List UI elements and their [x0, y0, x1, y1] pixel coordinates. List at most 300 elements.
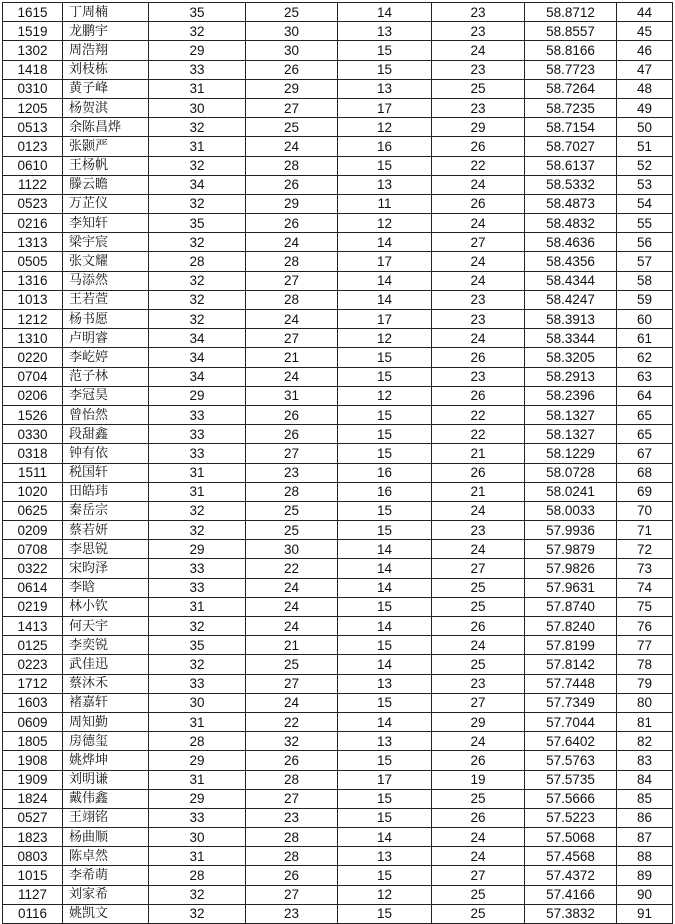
- score-3-cell: 15: [338, 866, 432, 885]
- student-id-cell: 1015: [3, 866, 63, 885]
- score-1-cell: 29: [149, 789, 246, 808]
- rank-cell: 53: [617, 175, 673, 194]
- rank-cell: 69: [617, 482, 673, 501]
- score-4-cell: 23: [432, 3, 525, 22]
- rank-cell: 84: [617, 770, 673, 789]
- rank-cell: 46: [617, 41, 673, 60]
- student-id-cell: 1823: [3, 828, 63, 847]
- table-row: [3, 712, 673, 731]
- score-4-cell: 25: [432, 578, 525, 597]
- score-4-cell: 25: [432, 904, 525, 923]
- student-name-cell: 何天宇: [63, 617, 149, 636]
- total-score-cell: 58.1229: [525, 444, 617, 463]
- score-4-cell: 26: [432, 386, 525, 405]
- score-4-cell: 29: [432, 118, 525, 137]
- score-4-cell: 26: [432, 194, 525, 213]
- table-row: [3, 617, 673, 636]
- rank-cell: 77: [617, 636, 673, 655]
- table-row: [3, 79, 673, 98]
- total-score-cell: 57.9936: [525, 521, 617, 540]
- score-3-cell: 15: [338, 41, 432, 60]
- score-3-cell: 15: [338, 521, 432, 540]
- score-4-cell: 23: [432, 98, 525, 117]
- score-1-cell: 32: [149, 885, 246, 904]
- score-3-cell: 15: [338, 904, 432, 923]
- student-name-cell: 田皓玮: [63, 482, 149, 501]
- score-1-cell: 33: [149, 559, 246, 578]
- student-name-cell: 蔡沐禾: [63, 674, 149, 693]
- total-score-cell: 58.8712: [525, 3, 617, 22]
- score-2-cell: 28: [246, 252, 338, 271]
- table-row: [3, 425, 673, 444]
- score-2-cell: 21: [246, 348, 338, 367]
- total-score-cell: 58.3344: [525, 329, 617, 348]
- student-name-cell: 万芷仪: [63, 194, 149, 213]
- score-1-cell: 32: [149, 521, 246, 540]
- score-4-cell: 27: [432, 559, 525, 578]
- score-3-cell: 15: [338, 348, 432, 367]
- table-row: [3, 540, 673, 559]
- score-4-cell: 24: [432, 329, 525, 348]
- student-name-cell: 黄子峰: [63, 79, 149, 98]
- table-row: [3, 808, 673, 827]
- score-3-cell: 13: [338, 175, 432, 194]
- score-3-cell: 12: [338, 885, 432, 904]
- score-2-cell: 24: [246, 310, 338, 329]
- score-2-cell: 22: [246, 712, 338, 731]
- total-score-cell: 57.7448: [525, 674, 617, 693]
- score-1-cell: 29: [149, 41, 246, 60]
- rank-cell: 59: [617, 290, 673, 309]
- student-id-cell: 1413: [3, 617, 63, 636]
- rank-cell: 65: [617, 425, 673, 444]
- student-name-cell: 刘枝栋: [63, 60, 149, 79]
- score-3-cell: 15: [338, 156, 432, 175]
- score-4-cell: 24: [432, 732, 525, 751]
- student-name-cell: 陈卓然: [63, 847, 149, 866]
- score-2-cell: 25: [246, 3, 338, 22]
- score-4-cell: 25: [432, 789, 525, 808]
- table-row: [3, 501, 673, 520]
- student-name-cell: 姚烨坤: [63, 751, 149, 770]
- table-row: [3, 252, 673, 271]
- score-1-cell: 32: [149, 655, 246, 674]
- table-row: [3, 98, 673, 117]
- student-id-cell: 1909: [3, 770, 63, 789]
- rank-cell: 47: [617, 60, 673, 79]
- student-name-cell: 杨贺淇: [63, 98, 149, 117]
- score-3-cell: 12: [338, 329, 432, 348]
- score-1-cell: 32: [149, 118, 246, 137]
- table-row: [3, 3, 673, 22]
- student-name-cell: 周知勤: [63, 712, 149, 731]
- score-1-cell: 31: [149, 770, 246, 789]
- table-row: [3, 386, 673, 405]
- score-1-cell: 31: [149, 597, 246, 616]
- score-4-cell: 26: [432, 751, 525, 770]
- score-3-cell: 15: [338, 636, 432, 655]
- score-1-cell: 33: [149, 808, 246, 827]
- rank-cell: 72: [617, 540, 673, 559]
- score-3-cell: 17: [338, 310, 432, 329]
- student-id-cell: 0216: [3, 214, 63, 233]
- score-4-cell: 23: [432, 60, 525, 79]
- score-2-cell: 26: [246, 866, 338, 885]
- score-2-cell: 28: [246, 156, 338, 175]
- student-name-cell: 张文耀: [63, 252, 149, 271]
- rank-cell: 79: [617, 674, 673, 693]
- score-2-cell: 21: [246, 636, 338, 655]
- rank-cell: 76: [617, 617, 673, 636]
- score-2-cell: 26: [246, 405, 338, 424]
- score-2-cell: 27: [246, 271, 338, 290]
- total-score-cell: 58.7235: [525, 98, 617, 117]
- table-row: [3, 194, 673, 213]
- total-score-cell: 57.7044: [525, 712, 617, 731]
- score-3-cell: 15: [338, 693, 432, 712]
- score-1-cell: 34: [149, 367, 246, 386]
- total-score-cell: 58.7723: [525, 60, 617, 79]
- score-4-cell: 22: [432, 156, 525, 175]
- total-score-cell: 57.8740: [525, 597, 617, 616]
- total-score-cell: 57.5223: [525, 808, 617, 827]
- student-id-cell: 1316: [3, 271, 63, 290]
- score-1-cell: 31: [149, 482, 246, 501]
- score-3-cell: 14: [338, 712, 432, 731]
- total-score-cell: 57.3832: [525, 904, 617, 923]
- score-1-cell: 30: [149, 98, 246, 117]
- rank-cell: 88: [617, 847, 673, 866]
- student-id-cell: 0209: [3, 521, 63, 540]
- table-row: [3, 137, 673, 156]
- table-row: [3, 578, 673, 597]
- rank-cell: 91: [617, 904, 673, 923]
- score-3-cell: 15: [338, 501, 432, 520]
- rank-cell: 73: [617, 559, 673, 578]
- score-4-cell: 24: [432, 501, 525, 520]
- rank-cell: 60: [617, 310, 673, 329]
- score-4-cell: 26: [432, 137, 525, 156]
- student-id-cell: 0206: [3, 386, 63, 405]
- table-row: [3, 559, 673, 578]
- score-4-cell: 25: [432, 885, 525, 904]
- score-2-cell: 28: [246, 770, 338, 789]
- score-3-cell: 16: [338, 482, 432, 501]
- rank-cell: 61: [617, 329, 673, 348]
- student-id-cell: 0625: [3, 501, 63, 520]
- rank-cell: 68: [617, 463, 673, 482]
- total-score-cell: 58.8557: [525, 22, 617, 41]
- total-score-cell: 58.7264: [525, 79, 617, 98]
- score-2-cell: 26: [246, 214, 338, 233]
- total-score-cell: 57.9826: [525, 559, 617, 578]
- student-name-cell: 滕云瞻: [63, 175, 149, 194]
- student-name-cell: 李奕锐: [63, 636, 149, 655]
- score-3-cell: 15: [338, 60, 432, 79]
- student-name-cell: 钟有依: [63, 444, 149, 463]
- student-id-cell: 1313: [3, 233, 63, 252]
- score-3-cell: 14: [338, 3, 432, 22]
- score-4-cell: 24: [432, 175, 525, 194]
- total-score-cell: 57.4166: [525, 885, 617, 904]
- total-score-cell: 57.7349: [525, 693, 617, 712]
- score-2-cell: 24: [246, 233, 338, 252]
- rank-cell: 57: [617, 252, 673, 271]
- table-row: [3, 41, 673, 60]
- student-name-cell: 褚嘉轩: [63, 693, 149, 712]
- score-2-cell: 25: [246, 118, 338, 137]
- student-id-cell: 0318: [3, 444, 63, 463]
- table-row: [3, 367, 673, 386]
- table-row: [3, 636, 673, 655]
- score-1-cell: 31: [149, 712, 246, 731]
- score-1-cell: 33: [149, 425, 246, 444]
- student-id-cell: 0708: [3, 540, 63, 559]
- score-2-cell: 24: [246, 578, 338, 597]
- score-1-cell: 32: [149, 501, 246, 520]
- rank-cell: 52: [617, 156, 673, 175]
- score-2-cell: 29: [246, 194, 338, 213]
- rank-cell: 56: [617, 233, 673, 252]
- score-3-cell: 15: [338, 444, 432, 463]
- score-2-cell: 24: [246, 597, 338, 616]
- score-2-cell: 27: [246, 98, 338, 117]
- student-id-cell: 0505: [3, 252, 63, 271]
- table-row: [3, 60, 673, 79]
- score-1-cell: 32: [149, 233, 246, 252]
- student-name-cell: 李希萌: [63, 866, 149, 885]
- score-1-cell: 28: [149, 866, 246, 885]
- score-1-cell: 32: [149, 156, 246, 175]
- score-3-cell: 15: [338, 789, 432, 808]
- total-score-cell: 58.0728: [525, 463, 617, 482]
- score-2-cell: 23: [246, 808, 338, 827]
- score-2-cell: 27: [246, 885, 338, 904]
- table-row: [3, 271, 673, 290]
- rank-cell: 86: [617, 808, 673, 827]
- score-3-cell: 12: [338, 118, 432, 137]
- score-1-cell: 32: [149, 22, 246, 41]
- total-score-cell: 58.4356: [525, 252, 617, 271]
- score-1-cell: 31: [149, 79, 246, 98]
- score-4-cell: 23: [432, 310, 525, 329]
- table-row: [3, 674, 673, 693]
- score-2-cell: 31: [246, 386, 338, 405]
- score-2-cell: 26: [246, 751, 338, 770]
- student-id-cell: 0513: [3, 118, 63, 137]
- table-row: [3, 463, 673, 482]
- rank-cell: 50: [617, 118, 673, 137]
- student-id-cell: 1526: [3, 405, 63, 424]
- table-row: [3, 329, 673, 348]
- score-1-cell: 35: [149, 214, 246, 233]
- score-2-cell: 24: [246, 617, 338, 636]
- rank-cell: 64: [617, 386, 673, 405]
- score-4-cell: 27: [432, 693, 525, 712]
- rank-cell: 90: [617, 885, 673, 904]
- student-id-cell: 0803: [3, 847, 63, 866]
- score-4-cell: 26: [432, 808, 525, 827]
- score-2-cell: 23: [246, 463, 338, 482]
- total-score-cell: 58.7154: [525, 118, 617, 137]
- score-1-cell: 29: [149, 540, 246, 559]
- score-3-cell: 13: [338, 732, 432, 751]
- score-2-cell: 28: [246, 290, 338, 309]
- student-id-cell: 1511: [3, 463, 63, 482]
- table-row: [3, 732, 673, 751]
- rank-cell: 87: [617, 828, 673, 847]
- student-id-cell: 0116: [3, 904, 63, 923]
- table-row: [3, 885, 673, 904]
- score-1-cell: 33: [149, 444, 246, 463]
- rank-cell: 63: [617, 367, 673, 386]
- student-name-cell: 范子林: [63, 367, 149, 386]
- score-3-cell: 14: [338, 828, 432, 847]
- student-id-cell: 1310: [3, 329, 63, 348]
- score-4-cell: 23: [432, 290, 525, 309]
- score-4-cell: 25: [432, 655, 525, 674]
- student-id-cell: 1805: [3, 732, 63, 751]
- score-1-cell: 32: [149, 271, 246, 290]
- student-name-cell: 周浩翔: [63, 41, 149, 60]
- student-name-cell: 张颢严: [63, 137, 149, 156]
- rank-cell: 65: [617, 405, 673, 424]
- student-id-cell: 1020: [3, 482, 63, 501]
- rank-cell: 67: [617, 444, 673, 463]
- student-id-cell: 1824: [3, 789, 63, 808]
- total-score-cell: 58.2913: [525, 367, 617, 386]
- total-score-cell: 58.3205: [525, 348, 617, 367]
- score-1-cell: 32: [149, 194, 246, 213]
- total-score-cell: 58.4873: [525, 194, 617, 213]
- rank-cell: 80: [617, 693, 673, 712]
- score-3-cell: 15: [338, 597, 432, 616]
- total-score-cell: 58.5332: [525, 175, 617, 194]
- score-1-cell: 32: [149, 290, 246, 309]
- score-3-cell: 14: [338, 290, 432, 309]
- student-id-cell: 0310: [3, 79, 63, 98]
- student-name-cell: 龙鹏宇: [63, 22, 149, 41]
- score-2-cell: 27: [246, 444, 338, 463]
- score-2-cell: 30: [246, 41, 338, 60]
- score-table-body: [3, 3, 673, 924]
- table-row: [3, 233, 673, 252]
- student-name-cell: 林小钦: [63, 597, 149, 616]
- score-3-cell: 15: [338, 425, 432, 444]
- score-1-cell: 32: [149, 617, 246, 636]
- score-3-cell: 13: [338, 79, 432, 98]
- student-id-cell: 1712: [3, 674, 63, 693]
- score-3-cell: 13: [338, 22, 432, 41]
- student-name-cell: 李知轩: [63, 214, 149, 233]
- student-id-cell: 0704: [3, 367, 63, 386]
- student-id-cell: 0125: [3, 636, 63, 655]
- total-score-cell: 58.4832: [525, 214, 617, 233]
- student-name-cell: 武佳迅: [63, 655, 149, 674]
- student-name-cell: 李屹婷: [63, 348, 149, 367]
- rank-cell: 55: [617, 214, 673, 233]
- score-4-cell: 29: [432, 712, 525, 731]
- score-4-cell: 24: [432, 540, 525, 559]
- student-name-cell: 余陈昌烨: [63, 118, 149, 137]
- rank-cell: 74: [617, 578, 673, 597]
- student-name-cell: 刘家希: [63, 885, 149, 904]
- rank-cell: 45: [617, 22, 673, 41]
- score-1-cell: 31: [149, 137, 246, 156]
- student-id-cell: 0219: [3, 597, 63, 616]
- score-4-cell: 24: [432, 828, 525, 847]
- student-name-cell: 李晗: [63, 578, 149, 597]
- score-2-cell: 28: [246, 847, 338, 866]
- table-row: [3, 847, 673, 866]
- student-id-cell: 1122: [3, 175, 63, 194]
- student-id-cell: 0523: [3, 194, 63, 213]
- total-score-cell: 57.9879: [525, 540, 617, 559]
- table-row: [3, 444, 673, 463]
- student-id-cell: 1302: [3, 41, 63, 60]
- table-row: [3, 655, 673, 674]
- score-1-cell: 28: [149, 252, 246, 271]
- total-score-cell: 58.4247: [525, 290, 617, 309]
- total-score-cell: 58.8166: [525, 41, 617, 60]
- table-row: [3, 693, 673, 712]
- student-name-cell: 卢明睿: [63, 329, 149, 348]
- score-1-cell: 34: [149, 329, 246, 348]
- score-2-cell: 27: [246, 789, 338, 808]
- score-4-cell: 24: [432, 214, 525, 233]
- total-score-cell: 57.6402: [525, 732, 617, 751]
- score-1-cell: 32: [149, 310, 246, 329]
- rank-cell: 85: [617, 789, 673, 808]
- total-score-cell: 58.0033: [525, 501, 617, 520]
- score-3-cell: 17: [338, 770, 432, 789]
- total-score-cell: 58.4344: [525, 271, 617, 290]
- student-name-cell: 姚凯文: [63, 904, 149, 923]
- total-score-cell: 57.8240: [525, 617, 617, 636]
- score-3-cell: 14: [338, 271, 432, 290]
- rank-cell: 48: [617, 79, 673, 98]
- score-3-cell: 16: [338, 137, 432, 156]
- student-name-cell: 丁周楠: [63, 3, 149, 22]
- table-row: [3, 118, 673, 137]
- rank-cell: 70: [617, 501, 673, 520]
- score-3-cell: 17: [338, 252, 432, 271]
- total-score-cell: 57.4568: [525, 847, 617, 866]
- score-4-cell: 26: [432, 463, 525, 482]
- student-id-cell: 0330: [3, 425, 63, 444]
- student-name-cell: 马添然: [63, 271, 149, 290]
- score-3-cell: 15: [338, 405, 432, 424]
- score-2-cell: 27: [246, 674, 338, 693]
- score-2-cell: 25: [246, 655, 338, 674]
- score-3-cell: 16: [338, 463, 432, 482]
- score-4-cell: 23: [432, 521, 525, 540]
- student-name-cell: 王杨帆: [63, 156, 149, 175]
- rank-cell: 54: [617, 194, 673, 213]
- score-4-cell: 27: [432, 233, 525, 252]
- score-4-cell: 21: [432, 482, 525, 501]
- score-3-cell: 13: [338, 674, 432, 693]
- total-score-cell: 57.5735: [525, 770, 617, 789]
- table-row: [3, 310, 673, 329]
- student-id-cell: 1908: [3, 751, 63, 770]
- student-id-cell: 0223: [3, 655, 63, 674]
- rank-cell: 51: [617, 137, 673, 156]
- table-row: [3, 156, 673, 175]
- score-2-cell: 27: [246, 329, 338, 348]
- rank-cell: 83: [617, 751, 673, 770]
- table-row: [3, 290, 673, 309]
